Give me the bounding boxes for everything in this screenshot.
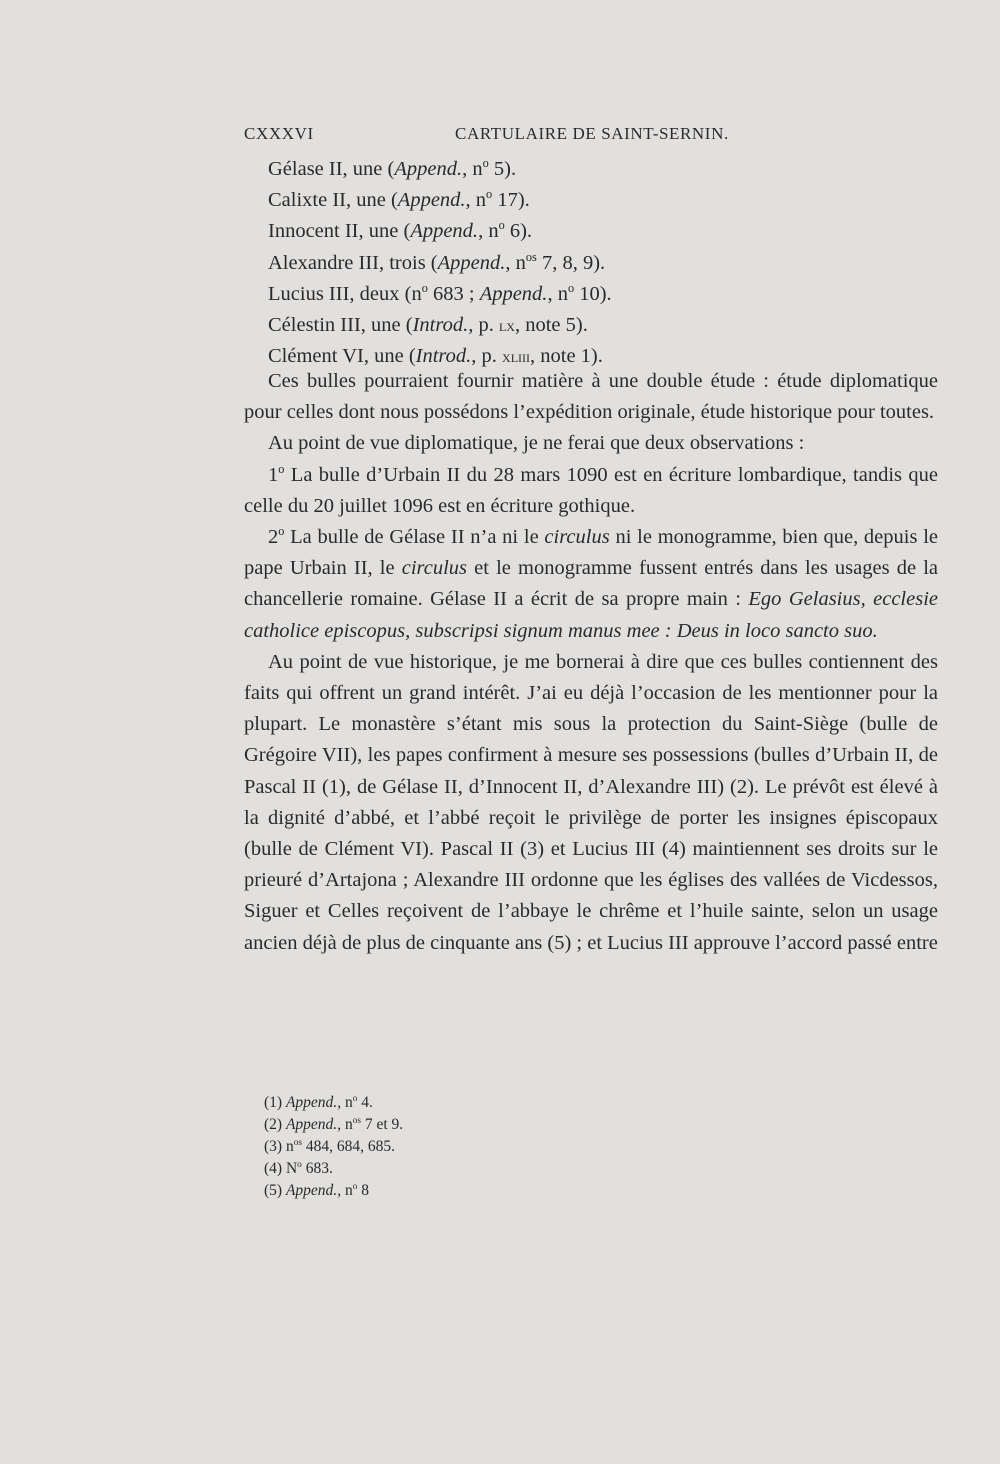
footnotes: [264, 1092, 938, 1202]
list-item: Innocent II, une (Append., $n^o$ 6).: [268, 218, 533, 243]
bull-list: [244, 154, 938, 372]
footnote: (4) $N^o$ 683.: [264, 1159, 333, 1177]
list-item: Alexandre III, trois (Append., $n^{os}$ 7, 8, 9).: [268, 249, 606, 274]
paragraph: 2$^o$ La bulle de Gélase II n’a ni le circulus ni le monogramme, bien que, depuis le pape Urbain II, le circulus et le monogramme fussent entrés dans les usages de la chancellerie romaine. Gélase II a écrit de sa propre main : Ego Gelasius, ecclesie catholice episcopus, subscripsi signum manus mee : Deus in loco sancto suo.: [244, 524, 938, 642]
page-number: CXXXVI: [244, 124, 314, 143]
footnote: (2) Append., $n^{os}$ 7 et 9.: [264, 1115, 404, 1133]
paragraph: Ces bulles pourraient fournir matière à une double étude : étude diplomatique pour celles dont nous possédons l’expédition originale, étude historique pour toutes.: [244, 370, 938, 424]
page-header: [244, 124, 938, 148]
paragraph: 1$^o$ La bulle d’Urbain II du 28 mars 1090 est en écriture lombardique, tandis que celle du 20 juillet 1096 est en écriture gothique.: [244, 461, 938, 517]
list-item: Lucius III, deux ($n^o$ 683 ; Append., $n^o$ 10).: [268, 280, 612, 305]
list-item: Célestin III, une (Introd., p. lx, note 5).: [268, 314, 588, 337]
paragraph: Au point de vue diplomatique, je ne ferai que deux observations :: [268, 432, 805, 455]
main-text: [244, 366, 938, 959]
footnote: (5) Append., $n^o$ 8: [264, 1181, 369, 1199]
running-title: CARTULAIRE DE SAINT-SERNIN.: [455, 124, 729, 143]
list-item: Gélase II, une (Append., $n^o$ 5).: [268, 156, 517, 180]
list-item: Calixte II, une (Append., $n^o$ 17).: [268, 187, 530, 212]
paragraph: Au point de vue historique, je me bornerai à dire que ces bulles contiennent des faits qui offrent un grand intérêt. J’ai eu déjà l’occasion de les mentionner pour la plupart. Le monastère s’étant mis sous la protection du Saint-Siège (bulle de Grégoire VII), les papes confirment à mesure ses possessions (bulles d’Urbain II, de Pascal II (1), de Gélase II, d’Innocent II, d’Alexandre III) (2). Le prévôt est élevé à la dignité d’abbé, et l’abbé reçoit le privilège de porter les insignes épiscopaux (bulle de Clément VI). Pascal II (3) et Lucius III (4) maintiennent ses droits sur le prieuré d’Artajona ; Alexandre III ordonne que les églises des vallées de Vicdessos, Siguer et Celles reçoivent de l’abbaye le chrême et l’huile sainte, selon un usage ancien déjà de plus de cinquante ans (5) ; et Lucius III approuve l’accord passé entre: [244, 650, 938, 954]
footnote: (1) Append., $n^o$ 4.: [264, 1093, 373, 1111]
footnote: (3) $n^{os}$ 484, 684, 685.: [264, 1137, 395, 1155]
list-item: Clément VI, une (Introd., p. xliii, note 1).: [268, 345, 603, 368]
